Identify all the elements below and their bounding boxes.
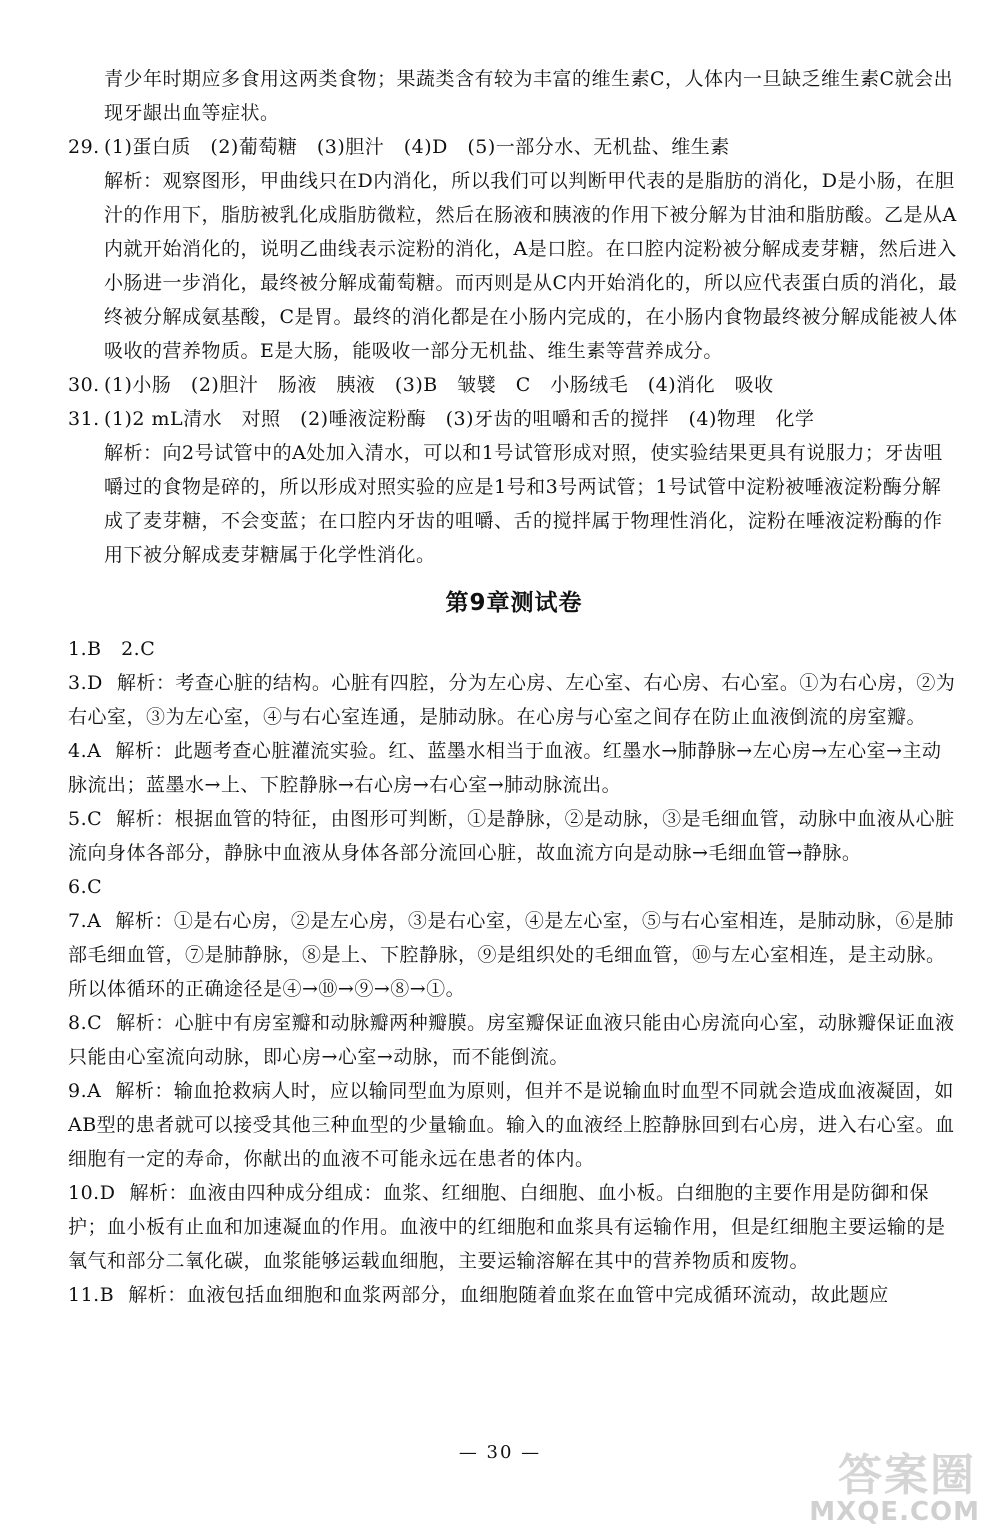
- q29-analysis: 解析：观察图形，甲曲线只在D内消化，所以我们可以判断甲代表的是脂肪的消化，D是小肠，在胆汁的作用下，脂肪被乳化成脂肪微粒，然后在肠液和胰液的作用下被分解为甘油和脂肪酸。乙是从A内就开始消化的，说明乙曲线表示淀粉的消化，A是口腔。在口腔内淀粉被分解成麦芽糖，然后进入小肠进一步消化，最终被分解成葡萄糖。而丙则是从C内开始消化的，所以应代表蛋白质的消化，最终被分解成氨基酸，C是胃。最终的消化都是在小肠内完成的，在小肠内食物最终被分解成能被人体吸收的营养物质。E是大肠，能吸收一部分无机盐、维生素等营养成分。: [104, 170, 958, 362]
- watermark-main-text: 答案圈: [838, 1450, 976, 1501]
- q29-answer: [68, 130, 960, 164]
- answer-1-2: 1.B 2.C: [68, 638, 156, 660]
- answer-5-analysis: 解析：根据血管的特征，由图形可判断，①是静脉，②是动脉，③是毛细血管，动脉中血液从心脏流向身体各部分，静脉中血液从身体各部分流回心脏，故血流方向是动脉→毛细血管→静脉。: [68, 808, 955, 864]
- answer-3-key: 3.D: [68, 672, 103, 694]
- q30-number: 30.: [68, 374, 100, 396]
- answer-3: [68, 666, 960, 734]
- watermark-logo: [788, 1439, 988, 1529]
- answer-text-block: [68, 62, 960, 1312]
- answer-9-key: 9.A: [68, 1080, 102, 1102]
- answer-7-analysis: 解析：①是右心房，②是左心房，③是右心室，④是左心室，⑤与右心室相连，是肺动脉，⑥是肺部毛细血管，⑦是肺静脉，⑧是上、下腔静脉，⑨是组织处的毛细血管，⑩与左心室相连，是主动脉。所以体循环的正确途径是④→⑩→⑨→⑧→①。: [68, 910, 954, 1000]
- answer-11-key: 11.B: [68, 1284, 115, 1306]
- continuation-paragraph: 青少年时期应多食用这两类食物；果蔬类含有较为丰富的维生素C，人体内一旦缺乏维生素C就会出现牙龈出血等症状。: [104, 68, 954, 124]
- q31-answer-text: (1)2 mL清水 对照 (2)唾液淀粉酶 (3)牙齿的咀嚼和舌的搅拌 (4)物理 化学: [104, 408, 815, 430]
- answer-4: [68, 734, 960, 802]
- answer-5: [68, 802, 960, 870]
- answer-8-key: 8.C: [68, 1012, 103, 1034]
- q29-answer-text: (1)蛋白质 (2)葡萄糖 (3)胆汁 (4)D (5)一部分水、无机盐、维生素: [104, 136, 730, 158]
- q29-number: 29.: [68, 136, 100, 158]
- q31-number: 31.: [68, 408, 100, 430]
- answer-6: 6.C: [68, 876, 103, 898]
- answer-8-analysis: 解析：心脏中有房室瓣和动脉瓣两种瓣膜。房室瓣保证血液只能由心房流向心室，动脉瓣保证血液只能由心室流向动脉，即心房→心室→动脉，而不能倒流。: [68, 1012, 955, 1068]
- page-number: — 30 —: [458, 1442, 542, 1463]
- answer-7: [68, 904, 960, 1006]
- chapter-title: 第9章测试卷: [445, 590, 583, 616]
- q31-analysis: 解析：向2号试管中的A处加入清水，可以和1号试管形成对照，使实验结果更具有说服力；牙齿咀嚼过的食物是碎的，所以形成对照实验的应是1号和3号两试管；1号试管中淀粉被唾液淀粉酶分解成了麦芽糖，不会变蓝；在口腔内牙齿的咀嚼、舌的搅拌属于物理性消化，淀粉在唾液淀粉酶的作用下被分解成麦芽糖属于化学性消化。: [104, 442, 943, 566]
- watermark-site-text: MXQE.COM: [809, 1497, 980, 1527]
- q30-answer: [68, 368, 960, 402]
- answer-5-key: 5.C: [68, 808, 103, 830]
- answer-8: [68, 1006, 960, 1074]
- answer-11-analysis: 解析：血液包括血细胞和血浆两部分，血细胞随着血浆在血管中完成循环流动，故此题应: [128, 1284, 889, 1306]
- q30-answer-text: (1)小肠 (2)胆汁 肠液 胰液 (3)B 皱襞 C 小肠绒毛 (4)消化 吸收: [104, 374, 774, 396]
- answer-10: [68, 1176, 960, 1278]
- answer-11: [68, 1278, 960, 1312]
- q31-answer: [68, 402, 960, 436]
- answer-4-key: 4.A: [68, 740, 102, 762]
- answer-10-analysis: 解析：血液由四种成分组成：血浆、红细胞、白细胞、血小板。白细胞的主要作用是防御和保护；血小板有止血和加速凝血的作用。血液中的红细胞和血浆具有运输作用，但是红细胞主要运输的是氧气和部分二氧化碳，血浆能够运载血细胞，主要运输溶解在其中的营养物质和废物。: [68, 1182, 946, 1272]
- answer-7-key: 7.A: [68, 910, 102, 932]
- answer-9: [68, 1074, 960, 1176]
- answer-3-analysis: 解析：考查心脏的结构。心脏有四腔，分为左心房、左心室、右心房、右心室。①为右心房，②为右心室，③为左心室，④与右心室连通，是肺动脉。在心房与心室之间存在防止血液倒流的房室瓣。: [68, 672, 956, 728]
- answer-9-analysis: 解析：输血抢救病人时，应以输同型血为原则，但并不是说输血时血型不同就会造成血液凝固，如AB型的患者就可以接受其他三种血型的少量输血。输入的血液经上腔静脉回到右心房，进入右心室。血细胞有一定的寿命，你献出的血液不可能永远在患者的体内。: [68, 1080, 955, 1170]
- answer-4-analysis: 解析：此题考查心脏灌流实验。红、蓝墨水相当于血液。红墨水→肺静脉→左心房→左心室→主动脉流出；蓝墨水→上、下腔静脉→右心房→右心室→肺动脉流出。: [68, 740, 942, 796]
- answer-10-key: 10.D: [68, 1182, 116, 1204]
